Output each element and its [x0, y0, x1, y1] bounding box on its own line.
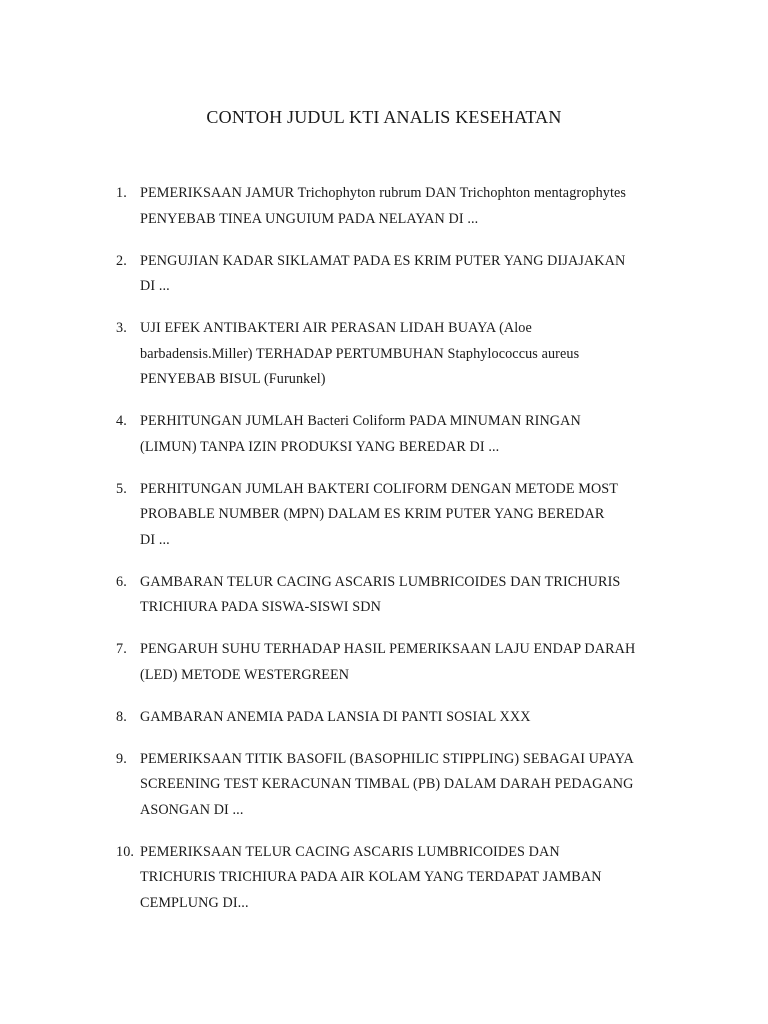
title-list [116, 181, 681, 933]
item-line: PEMERIKSAAN JAMUR Trichophyton rubrum DAN Trichophton mentagrophytes [140, 185, 627, 201]
item-number: 3. [116, 320, 127, 336]
item-line: PEMERIKSAAN TITIK BASOFIL (BASOPHILIC STIPPLING) SEBAGAI UPAYA [140, 750, 634, 767]
list-item [116, 316, 681, 393]
item-line: TRICHURIS TRICHIURA PADA AIR KOLAM YANG TERDAPAT JAMBAN [140, 869, 602, 885]
item-line: PENGARUH SUHU TERHADAP HASIL PEMERIKSAAN LAJU ENDAP DARAH [140, 641, 636, 657]
list-item [116, 409, 681, 460]
list-item [116, 477, 681, 554]
item-number: 8. [116, 708, 127, 725]
list-item [116, 637, 681, 688]
item-line: GAMBARAN ANEMIA PADA LANSIA DI PANTI SOSIAL XXX [140, 708, 531, 725]
document-title: CONTOH JUDUL KTI ANALIS KESEHATAN [206, 107, 562, 127]
list-item [116, 570, 681, 621]
item-number: 5. [116, 480, 127, 497]
item-number: 7. [116, 641, 127, 657]
item-number: 4. [116, 413, 127, 429]
list-item [116, 249, 681, 300]
item-line: (LED) METODE WESTERGREEN [140, 666, 350, 683]
item-line: TRICHIURA PADA SISWA-SISWI SDN [140, 599, 381, 615]
item-line: PENYEBAB BISUL (Furunkel) [140, 371, 326, 387]
item-line: (LIMUN) TANPA IZIN PRODUKSI YANG BEREDAR DI ... [140, 438, 500, 455]
item-number: 10. [116, 843, 135, 860]
item-number: 2. [116, 252, 127, 269]
item-line: PEMERIKSAAN TELUR CACING ASCARIS LUMBRICOIDES DAN [140, 843, 560, 860]
list-item [116, 181, 681, 232]
item-line: PERHITUNGAN JUMLAH BAKTERI COLIFORM DENGAN METODE MOST [140, 480, 619, 497]
item-line: PERHITUNGAN JUMLAH Bacteri Coliform PADA MINUMAN RINGAN [140, 413, 581, 429]
item-line: PROBABLE NUMBER (MPN) DALAM ES KRIM PUTER YANG BEREDAR [140, 506, 605, 522]
item-line: DI ... [140, 531, 170, 548]
item-line: GAMBARAN TELUR CACING ASCARIS LUMBRICOIDES DAN TRICHURIS [140, 573, 621, 590]
item-number: 1. [116, 185, 127, 201]
item-line: barbadensis.Miller) TERHADAP PERTUMBUHAN Staphylococcus aureus [140, 345, 580, 362]
item-line: UJI EFEK ANTIBAKTERI AIR PERASAN LIDAH BUAYA (Aloe [140, 320, 532, 336]
list-item [116, 747, 681, 824]
item-line: PENGUJIAN KADAR SIKLAMAT PADA ES KRIM PUTER YANG DIJAJAKAN [140, 252, 626, 269]
item-number: 9. [116, 750, 127, 767]
item-line: SCREENING TEST KERACUNAN TIMBAL (PB) DALAM DARAH PEDAGANG [140, 776, 634, 792]
item-line: DI ... [140, 278, 170, 294]
item-line: CEMPLUNG DI... [140, 894, 249, 911]
item-line: ASONGAN DI ... [140, 801, 244, 818]
list-item [116, 705, 681, 731]
item-line: PENYEBAB TINEA UNGUIUM PADA NELAYAN DI ... [140, 210, 479, 227]
list-item [116, 840, 681, 917]
item-number: 6. [116, 573, 127, 590]
